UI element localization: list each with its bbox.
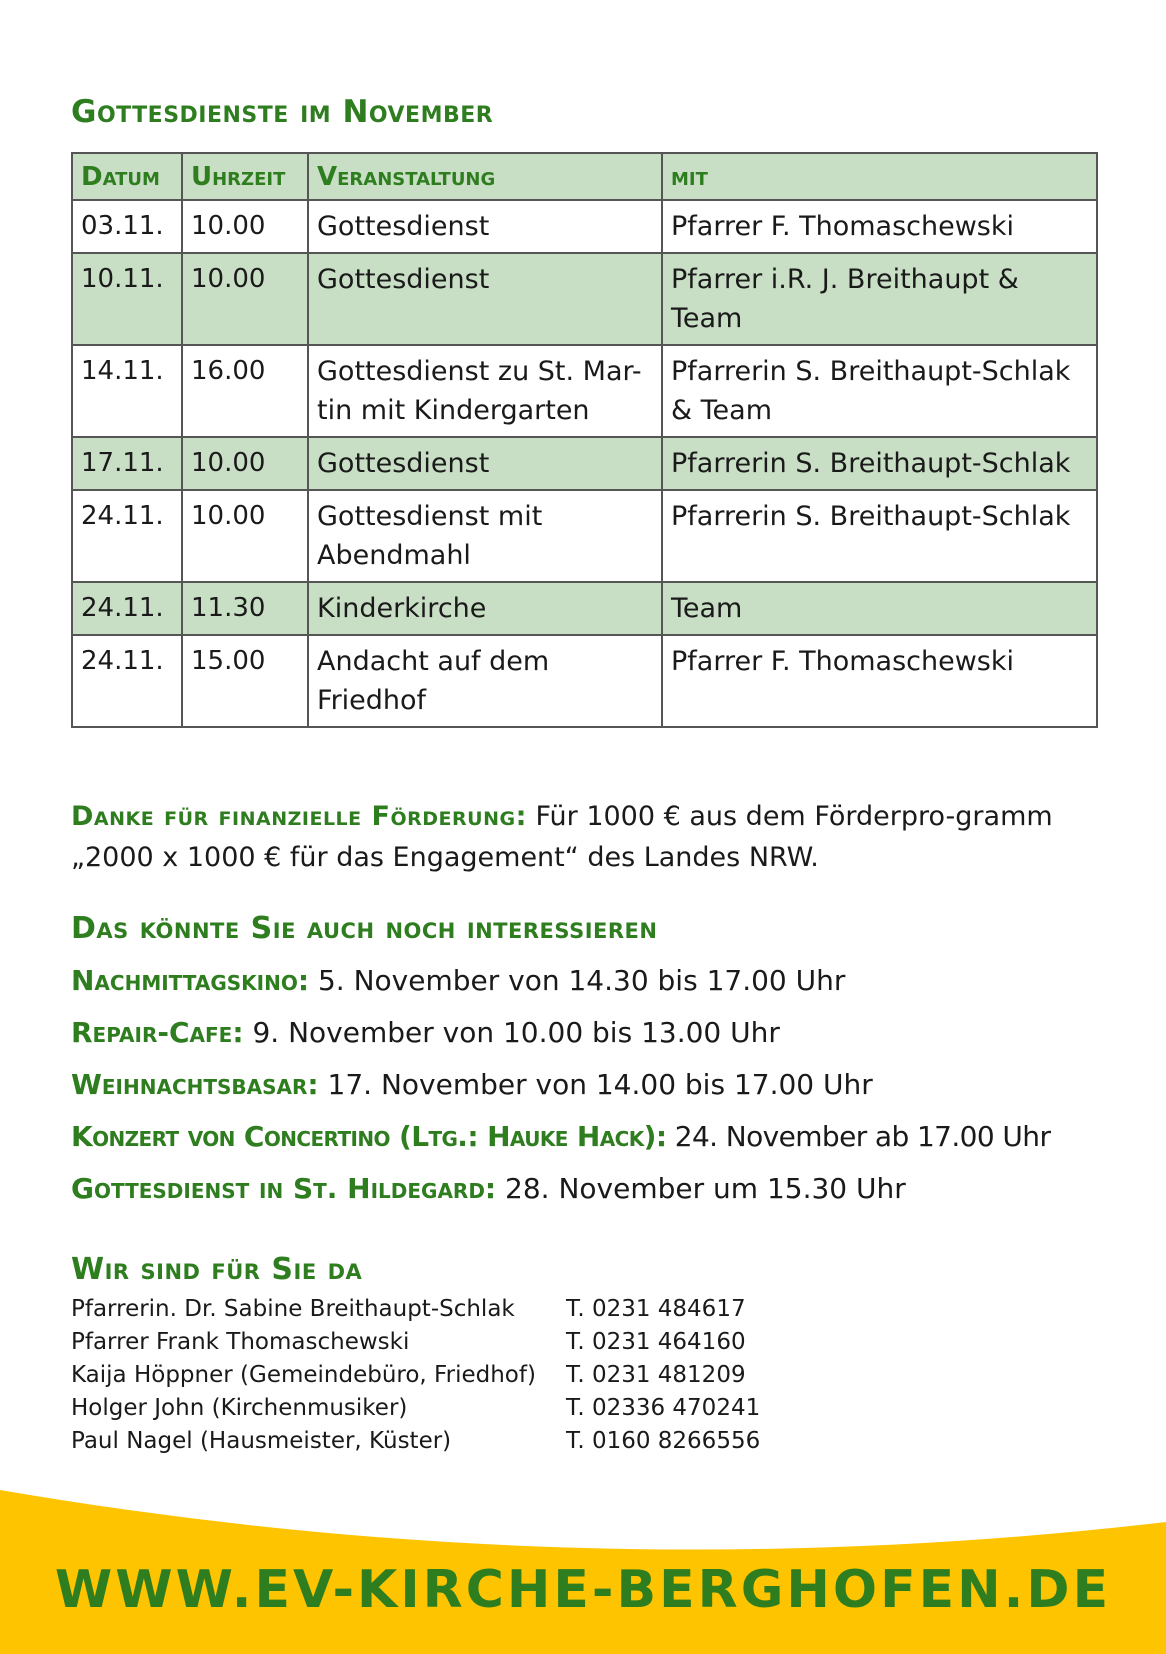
contact-row xyxy=(71,1395,761,1421)
funding-note xyxy=(71,796,1101,878)
table-row xyxy=(72,490,1097,582)
contacts-title: Wir sind für Sie da xyxy=(71,1252,363,1287)
row-date: 17.11. xyxy=(72,437,182,490)
row-with: Pfarrer F. Thomaschewski xyxy=(662,635,1097,727)
interest-item-label: Konzert von Concertino (Ltg.: Hauke Hack): xyxy=(71,1120,667,1153)
interest-item-text: 5. November von 14.30 bis 17.00 Uhr xyxy=(317,964,846,997)
interest-item-label: Gottesdienst in St. Hildegard: xyxy=(71,1172,497,1205)
interest-title: Das könnte Sie auch noch interessieren xyxy=(71,911,658,946)
row-date: 10.11. xyxy=(72,253,182,345)
row-event: Gottesdienst xyxy=(308,200,662,253)
row-date: 14.11. xyxy=(72,345,182,437)
column-header-date: Datum xyxy=(72,153,182,200)
row-with: Pfarrerin S. Breithaupt-Schlak xyxy=(662,490,1097,582)
row-event: Gottesdienst mit Abendmahl xyxy=(308,490,662,582)
contact-phone: T. 0231 464160 xyxy=(566,1329,746,1355)
interest-item xyxy=(71,964,845,997)
column-header-event: Veranstaltung xyxy=(308,153,662,200)
contact-name: Holger John (Kirchenmusiker) xyxy=(71,1395,408,1421)
row-time: 10.00 xyxy=(182,200,308,253)
funding-text: Für 1000 € aus dem Förderpro-gramm „2000 x 1000 € für das Engagement“ des Landes NRW. xyxy=(71,801,1053,873)
row-date: 24.11. xyxy=(72,582,182,635)
contact-row xyxy=(71,1329,746,1355)
contact-name: Kaija Höppner (Gemeindebüro, Friedhof) xyxy=(71,1362,536,1388)
table-row xyxy=(72,437,1097,490)
contact-row xyxy=(71,1296,746,1322)
row-time: 16.00 xyxy=(182,345,308,437)
interest-item-text: 9. November von 10.00 bis 13.00 Uhr xyxy=(252,1016,780,1049)
row-with: Team xyxy=(662,582,1097,635)
row-date: 24.11. xyxy=(72,490,182,582)
interest-item-text: 24. November ab 17.00 Uhr xyxy=(674,1120,1051,1153)
row-time: 10.00 xyxy=(182,437,308,490)
interest-item-label: Nachmittagskino: xyxy=(71,964,310,997)
row-date: 03.11. xyxy=(72,200,182,253)
interest-item xyxy=(71,1068,873,1101)
row-with: Pfarrerin S. Breithaupt-Schlak & Team xyxy=(662,345,1097,437)
table-row xyxy=(72,582,1097,635)
contact-phone: T. 0231 481209 xyxy=(566,1362,746,1388)
row-event: Kinderkirche xyxy=(308,582,662,635)
contact-name: Pfarrerin. Dr. Sabine Breithaupt-Schlak xyxy=(71,1296,515,1322)
row-time: 15.00 xyxy=(182,635,308,727)
contact-row xyxy=(71,1362,746,1388)
contact-row xyxy=(71,1428,761,1454)
row-event: Gottesdienst zu St. Mar-tin mit Kindergarten xyxy=(308,345,662,437)
table-row xyxy=(72,635,1097,727)
schedule-title: Gottesdienste im November xyxy=(71,94,494,130)
row-time: 10.00 xyxy=(182,253,308,345)
interest-item-label: Repair-Cafe: xyxy=(71,1016,244,1049)
column-header-with: mit xyxy=(662,153,1097,200)
row-time: 10.00 xyxy=(182,490,308,582)
funding-label: Danke für finanzielle Förderung: xyxy=(71,801,527,832)
row-date: 24.11. xyxy=(72,635,182,727)
contact-name: Pfarrer Frank Thomaschewski xyxy=(71,1329,410,1355)
interest-item xyxy=(71,1172,906,1205)
row-time: 11.30 xyxy=(182,582,308,635)
row-with: Pfarrerin S. Breithaupt-Schlak xyxy=(662,437,1097,490)
contact-phone: T. 0231 484617 xyxy=(566,1296,746,1322)
contact-name: Paul Nagel (Hausmeister, Küster) xyxy=(71,1428,452,1454)
table-row xyxy=(72,253,1097,345)
contact-phone: T. 0160 8266556 xyxy=(566,1428,761,1454)
interest-item-label: Weihnachtsbasar: xyxy=(71,1068,319,1101)
row-with: Pfarrer i.R. J. Breithaupt & Team xyxy=(662,253,1097,345)
website-url[interactable]: WWW.EV-KIRCHE-BERGHOFEN.DE xyxy=(54,1560,1112,1620)
row-with: Pfarrer F. Thomaschewski xyxy=(662,200,1097,253)
table-row xyxy=(72,200,1097,253)
table-header-row xyxy=(72,153,1097,200)
interest-item-text: 28. November um 15.30 Uhr xyxy=(505,1172,906,1205)
schedule-table xyxy=(71,152,1098,728)
interest-item xyxy=(71,1016,780,1049)
interest-item xyxy=(71,1120,1050,1153)
row-event: Andacht auf dem Friedhof xyxy=(308,635,662,727)
column-header-time: Uhrzeit xyxy=(182,153,308,200)
table-row xyxy=(72,345,1097,437)
row-event: Gottesdienst xyxy=(308,253,662,345)
interest-item-text: 17. November von 14.00 bis 17.00 Uhr xyxy=(327,1068,873,1101)
contact-phone: T. 02336 470241 xyxy=(566,1395,761,1421)
row-event: Gottesdienst xyxy=(308,437,662,490)
